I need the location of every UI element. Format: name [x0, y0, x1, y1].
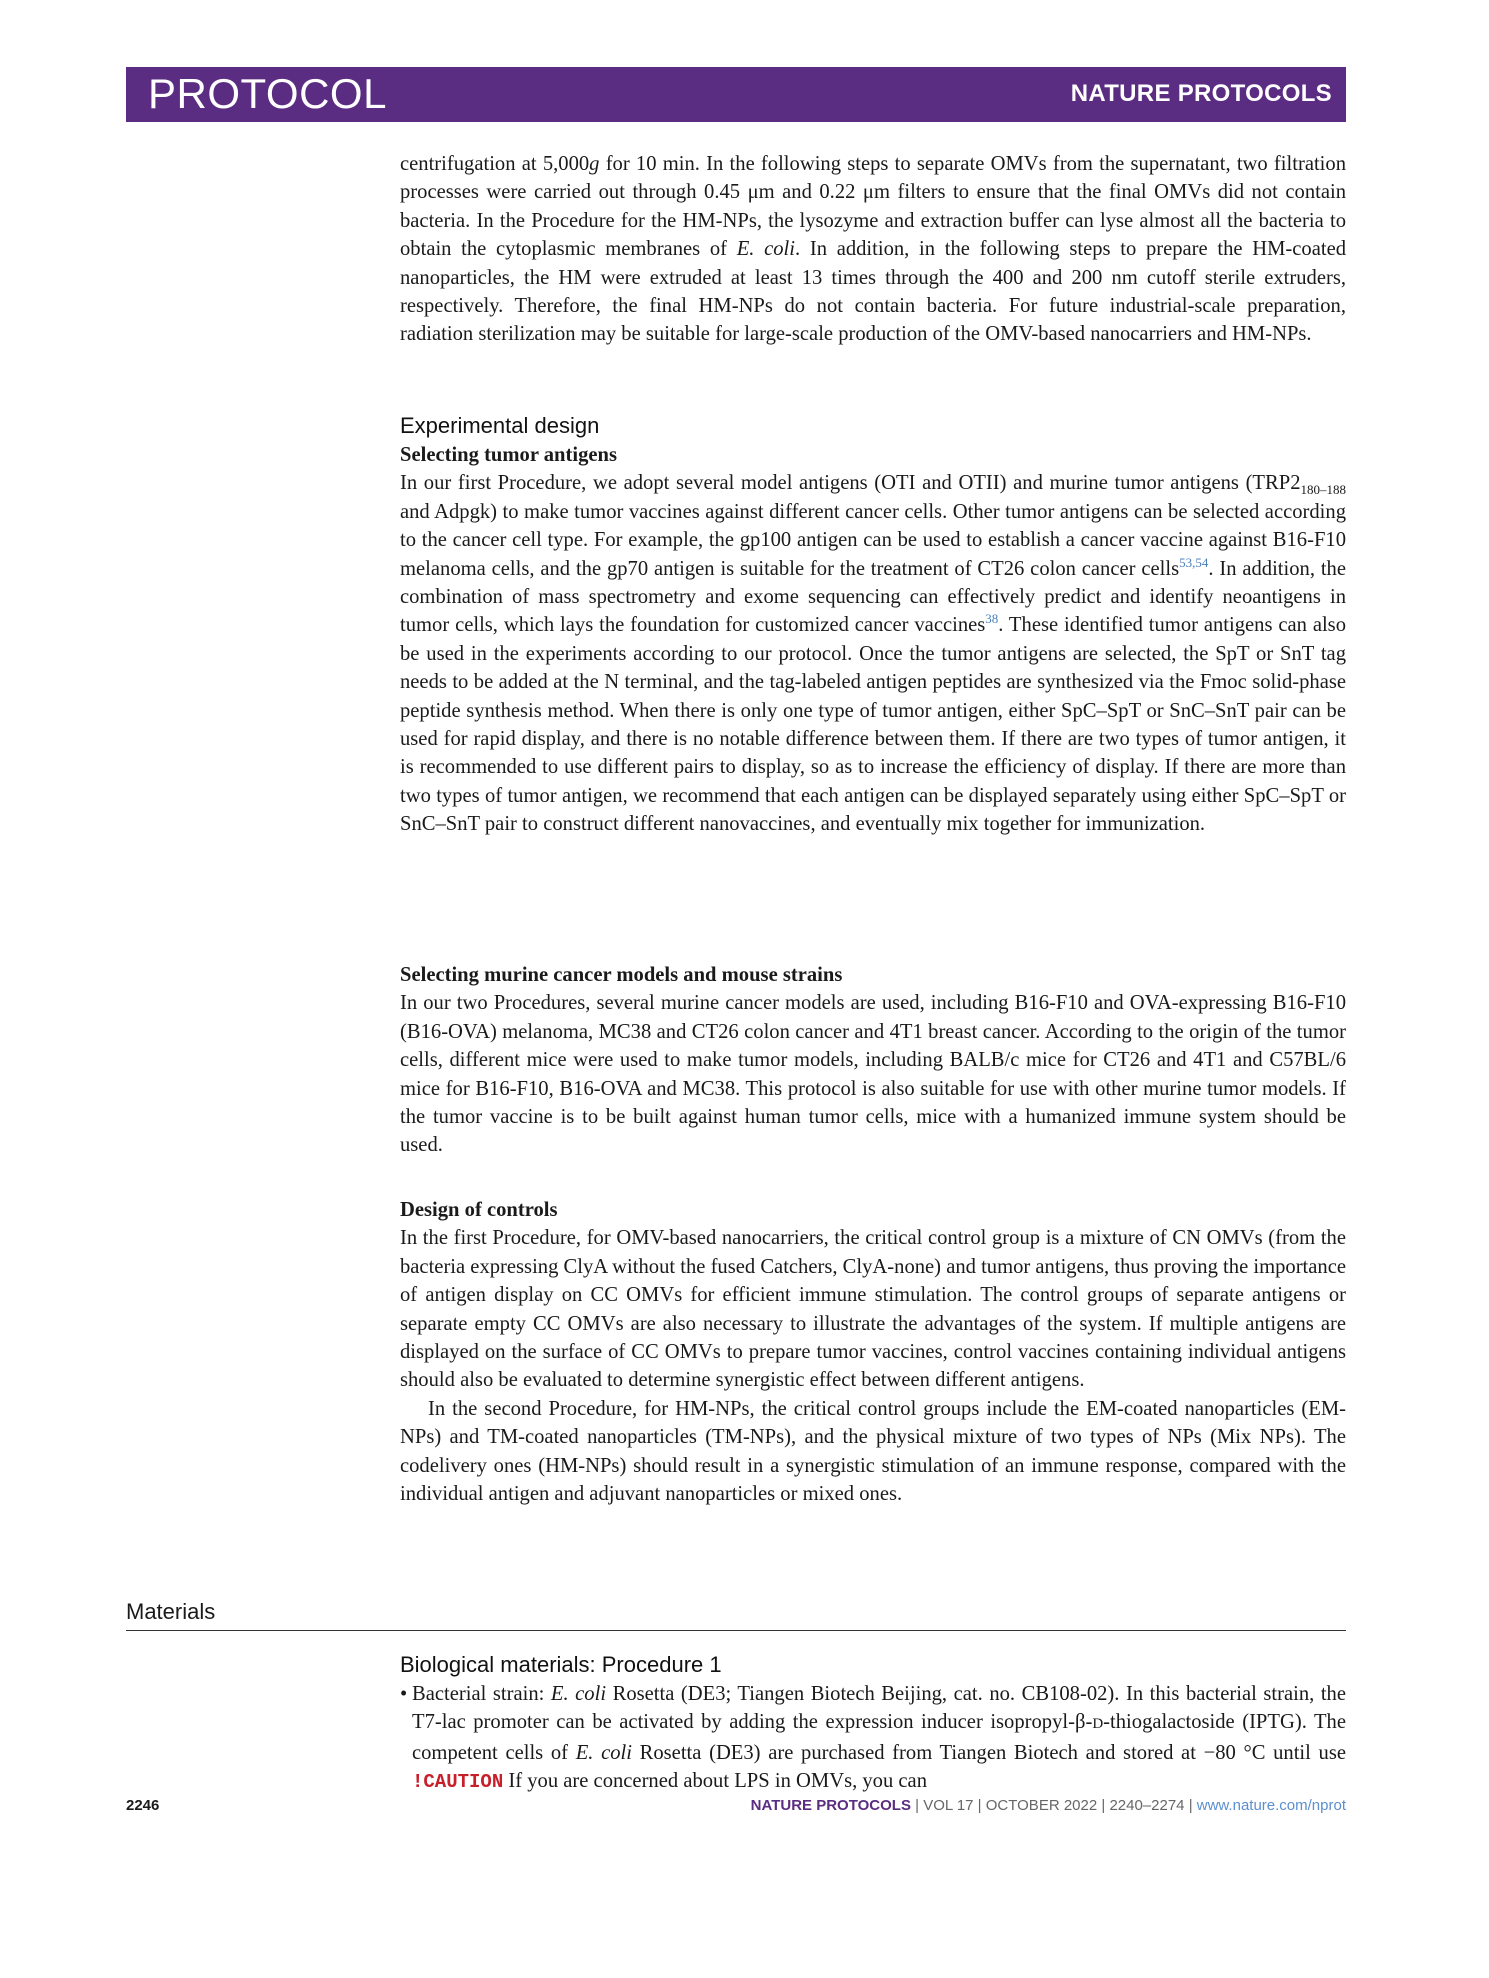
citation-link[interactable]: 53,54 — [1179, 554, 1209, 570]
list-item — [400, 1680, 1346, 1797]
caution-label: !CAUTION — [412, 1771, 504, 1794]
page-number: 2246 — [126, 1797, 160, 1814]
selecting-models-heading: Selecting murine cancer models and mouse strains — [400, 964, 843, 986]
biological-materials-section — [400, 1650, 1346, 1797]
journal-name: NATURE PROTOCOLS — [1070, 80, 1332, 107]
experimental-design-heading: Experimental design — [400, 413, 600, 438]
footer-citation: NATURE PROTOCOLS | VOL 17 | OCTOBER 2022 | 2240–2274 | www.nature.com/nprot — [750, 1797, 1346, 1814]
experimental-design-section — [400, 411, 1346, 839]
citation-link[interactable]: 38 — [985, 611, 999, 627]
selecting-models-paragraph: In our two Procedures, several murine cancer models are used, including B16-F10 and OVA-expressing B16-F10 (B16-OVA) melanoma, MC38 and CT26 colon cancer and 4T1 breast cancer. According to the origin of the tumor cells, different mice were used to make tumor models, including BALB/c mice for CT26 and 4T1 and C57BL/6 mice for B16-F10, B16-OVA and MC38. This protocol is also suitable for use with other murine tumor models. If the tumor vaccine is to be built against human tumor cells, mice with a humanized immune system should be used. — [400, 992, 1346, 1157]
bacterial-strain-paragraph: Bacterial strain: E. coli Rosetta (DE3; Tiangen Biotech Beijing, cat. no. CB108-02). In this bacterial strain, the T7-lac promoter can be activated by adding the expression inducer isopropyl-β-D-thiogalactoside (IPTG). The competent cells of E. coli Rosetta (DE3) are purchased from Tiangen Biotech and stored at −80 °C until use !CAUTION If you are concerned about LPS in OMVs, you can — [412, 1683, 1346, 1794]
design-controls-paragraph-1: In the first Procedure, for OMV-based nanocarriers, the critical control group is a mixture of CN OMVs (from the bacteria expressing ClyA without the fused Catchers, ClyA-none) and tumor antigens, thus proving the importance of antigen display on CC OMVs for efficient immune stimulation. The control groups of separate antigens or separate empty CC OMVs are also necessary to illustrate the advantages of the system. If multiple antigens are displayed on the surface of CC OMVs to prepare tumor vaccines, control vaccines containing individual antigens should also be evaluated to determine synergistic effect between different antigens. — [400, 1227, 1346, 1392]
design-controls-heading: Design of controls — [400, 1199, 558, 1221]
materials-heading: Materials — [126, 1599, 216, 1624]
intro-section — [400, 150, 1346, 349]
section-type-label: PROTOCOL — [148, 70, 387, 117]
controls-section — [400, 1196, 1346, 1508]
materials-divider — [126, 1630, 1346, 1631]
journal-url-link[interactable]: www.nature.com/nprot — [1196, 1797, 1346, 1814]
intro-paragraph: centrifugation at 5,000g for 10 min. In the following steps to separate OMVs from the supernatant, two filtration processes were carried out through 0.45 μm and 0.22 μm filters to ensure that the final OMVs did not contain bacteria. In the Procedure for the HM-NPs, the lysozyme and extraction buffer can lyse almost all the bacteria to obtain the cytoplasmic membranes of E. coli. In addition, in the following steps to prepare the HM-coated nanoparticles, the HM were extruded at least 13 times through the 400 and 200 nm cutoff sterile extruders, respectively. Therefore, the final HM-NPs do not contain bacteria. For future industrial-scale preparation, radiation sterilization may be suitable for large-scale production of the OMV-based nanocarriers and HM-NPs. — [400, 153, 1347, 346]
bullet-icon: • — [400, 1683, 408, 1705]
selecting-antigens-heading: Selecting tumor antigens — [400, 444, 617, 466]
header-bar — [126, 67, 1346, 122]
models-section — [400, 961, 1346, 1160]
bio-materials-heading: Biological materials: Procedure 1 — [400, 1652, 722, 1677]
selecting-antigens-paragraph: In our first Procedure, we adopt several model antigens (OTI and OTII) and murine tumor antigens ($TRP2_{180-188}$ and Adpgk) to make tumor vaccines against different cancer cells. Other tumor antigens can be selected according to the cancer cell type. For example, the gp100 antigen can be used to establish a cancer vaccine against B16-F10 melanoma cells, and the gp70 antigen is suitable for the treatment of CT26 colon cancer cells$^{53,54}$. In addition, the combination of mass spectrometry and exome sequencing can effectively predict and identify neoantigens in tumor cells, which lays the foundation for customized cancer vaccines$^{38}$. These identified tumor antigens can also be used in the experiments according to our protocol. Once the tumor antigens are selected, the SpT or SnT tag needs to be added at the N terminal, and the tag-labeled antigen peptides are synthesized via the Fmoc solid-phase peptide synthesis method. When there is only one type of tumor antigen, either SpC–SpT or SnC–SnT pair can be used for rapid display, and there is no notable difference between them. If there are two types of tumor antigen, it is recommended to use different pairs to display, so as to increase the efficiency of display. If there are more than two types of tumor antigen, we recommend that each antigen can be displayed separately using either SpC–SpT or SnC–SnT pair to construct different nanovaccines, and eventually mix together for immunization. — [400, 472, 1346, 836]
design-controls-paragraph-2: In the second Procedure, for HM-NPs, the critical control groups include the EM-coated nanoparticles (EM-NPs) and TM-coated nanoparticles (TM-NPs), and the physical mixture of two types of NPs (Mix NPs). The codelivery ones (HM-NPs) should result in a synergistic stimulation of an immune response, compared with the individual antigen and adjuvant nanoparticles or mixed ones. — [400, 1397, 1346, 1506]
